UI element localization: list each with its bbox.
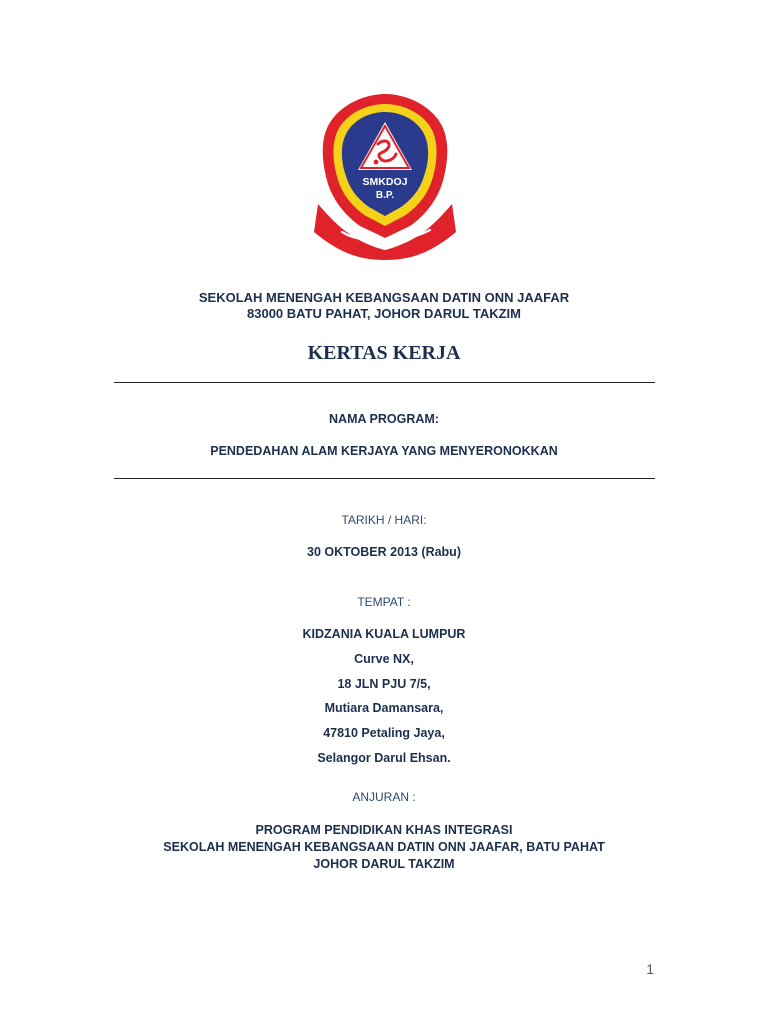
venue-label: TEMPAT : [357,595,411,609]
crest-location-text: B.P. [375,190,395,201]
venue-line: 18 JLN PJU 7/5, [337,677,431,691]
organizer-label: ANJURAN : [352,790,416,804]
school-crest-logo [312,92,458,260]
venue-line: Curve NX, [354,652,414,666]
bottom-divider [114,478,655,479]
crest-abbrev-text: SMKDOJ [362,176,408,188]
date-label: TARIKH / HARI: [341,513,427,527]
school-address-line: 83000 BATU PAHAT, JOHOR DARUL TAKZIM [247,306,521,321]
venue-line: Selangor Darul Ehsan. [317,751,451,765]
organizer-line: PROGRAM PENDIDIKAN KHAS INTEGRASI [255,823,513,837]
organizer-line: JOHOR DARUL TAKZIM [313,857,455,871]
venue-line: 47810 Petaling Jaya, [323,726,445,740]
school-name-line: SEKOLAH MENENGAH KEBANGSAAN DATIN ONN JAAFAR [198,290,570,305]
program-label: NAMA PROGRAM: [329,412,439,426]
page-number: 1 [646,961,654,977]
venue-line: Mutiara Damansara, [324,701,444,715]
program-name: PENDEDAHAN ALAM KERJAYA YANG MENYERONOKKAN [210,444,558,458]
date-value: 30 OKTOBER 2013 (Rabu) [307,545,461,559]
venue-line: KIDZANIA KUALA LUMPUR [302,627,466,641]
organizer-line: SEKOLAH MENENGAH KEBANGSAAN DATIN ONN JAAFAR, BATU PAHAT [163,840,605,854]
top-divider [114,382,655,383]
document-title: KERTAS KERJA [307,342,461,364]
